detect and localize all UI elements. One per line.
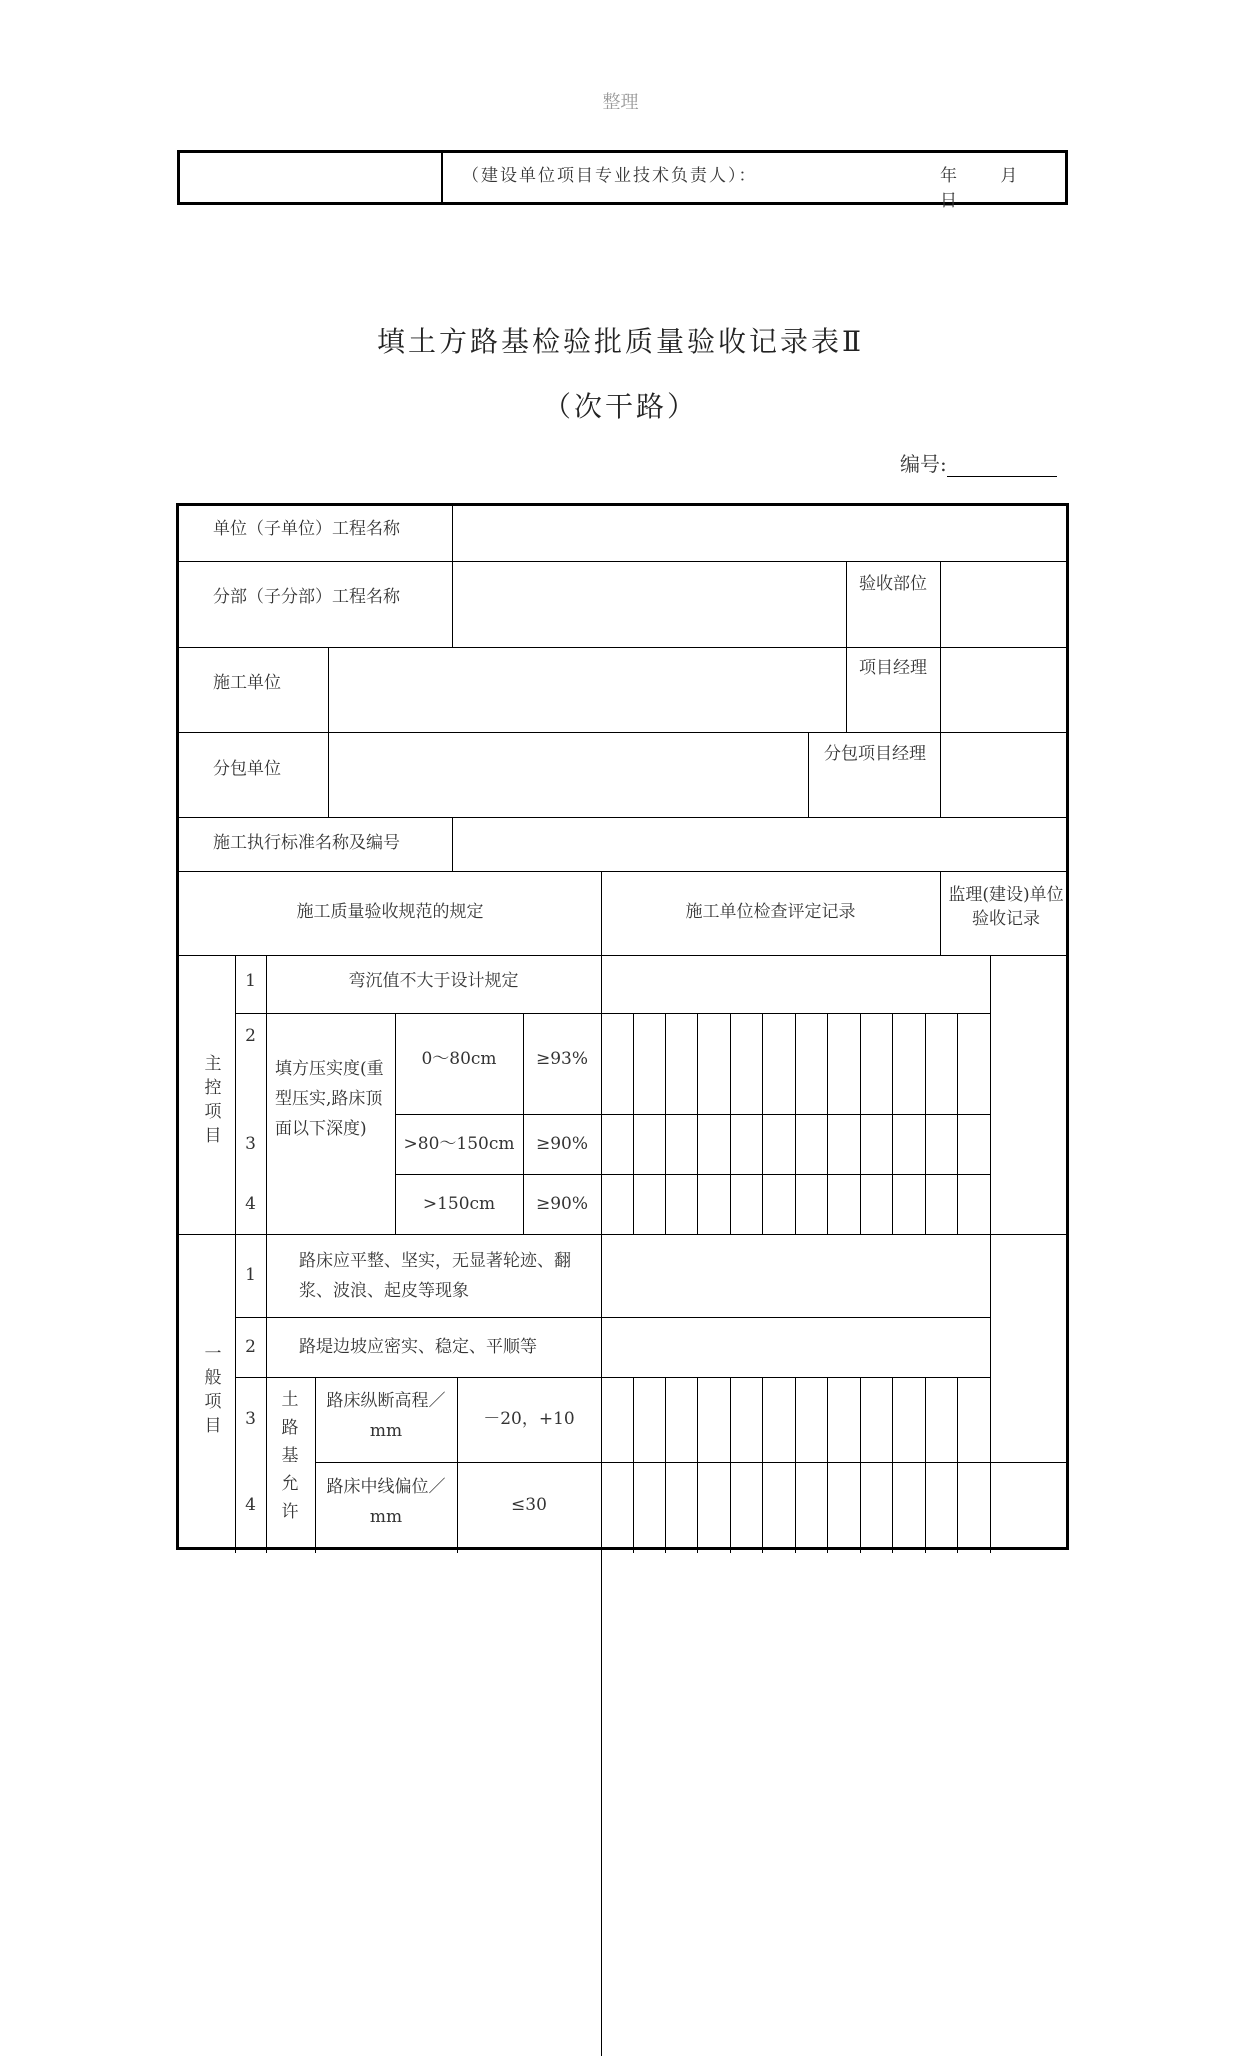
centerline-label: 路床中线偏位／ mm [326,1477,446,1527]
item-no: 1 [245,971,256,991]
subgrade-text: 路床应平整、坚实，无显著轮迹、翻浆、波浪、起皮等现象 [299,1251,571,1301]
header-note: 整理 [602,92,639,113]
check-header: 施工单位检查评定记录 [685,902,856,922]
page-title: 填土方路基检验批质量验收记录表Ⅱ [376,325,865,358]
date-fields [940,161,1065,211]
item-no: 4 [245,1194,256,1214]
item-no: 2 [245,1026,256,1046]
spec-header: 施工质量验收规范的规定 [296,902,484,922]
signature-box [177,150,1068,211]
depth-range: 0～80cm [421,1049,497,1069]
sub-pm-label: 分包项目经理 [824,744,926,764]
month-label: 月 [1000,166,1018,186]
compaction-label: 填方压实度(重型压实,路床顶面以下深度) [275,1059,384,1139]
item-no: 1 [245,1265,256,1285]
depth-range: >80～150cm [403,1134,515,1154]
compaction-requirement: ≥90% [535,1134,589,1154]
supervise-header: 监理(建设)单位验收记录 [948,885,1064,929]
soil-subgrade-label: 土路基允许 [281,1390,299,1522]
elevation-tolerance: －20，+10 [483,1409,575,1429]
subcontractor-label: 分包单位 [213,759,281,779]
depth-range: >150cm [422,1194,496,1214]
record-number-field[interactable] [947,456,1057,477]
unit-name-label: 单位（子单位）工程名称 [213,519,400,539]
item-no: 2 [245,1337,256,1357]
general-group: 一般项目 [204,1344,222,1436]
inspection-table [176,503,1069,1550]
record-number-label: 编号: [900,452,947,476]
slope-text: 路堤边坡应密实、稳定、平顺等 [299,1337,537,1357]
builder-label: 施工单位 [213,673,281,693]
acceptance-part-label: 验收部位 [859,574,927,594]
item-no: 3 [245,1134,256,1154]
page-subtitle: （次干路） [542,390,698,423]
record-number [900,448,1057,477]
signatory-label: （建设单位项目专业技术负责人）： [462,166,758,186]
centerline-tolerance: ≤30 [511,1495,547,1515]
day-label: 日 [940,191,957,211]
deflection-text: 弯沉值不大于设计规定 [348,971,519,991]
sub-project-label: 分部（子分部）工程名称 [213,587,400,607]
standard-label: 施工执行标准名称及编号 [213,833,400,853]
elevation-label: 路床纵断高程／ mm [326,1391,446,1441]
item-no: 4 [245,1495,256,1515]
main-control-group: 主控项目 [204,1054,222,1146]
item-no: 3 [245,1409,256,1429]
project-manager-label: 项目经理 [859,658,927,678]
compaction-requirement: ≥93% [535,1049,589,1069]
year-label: 年 [940,166,957,186]
compaction-requirement: ≥90% [535,1194,589,1214]
